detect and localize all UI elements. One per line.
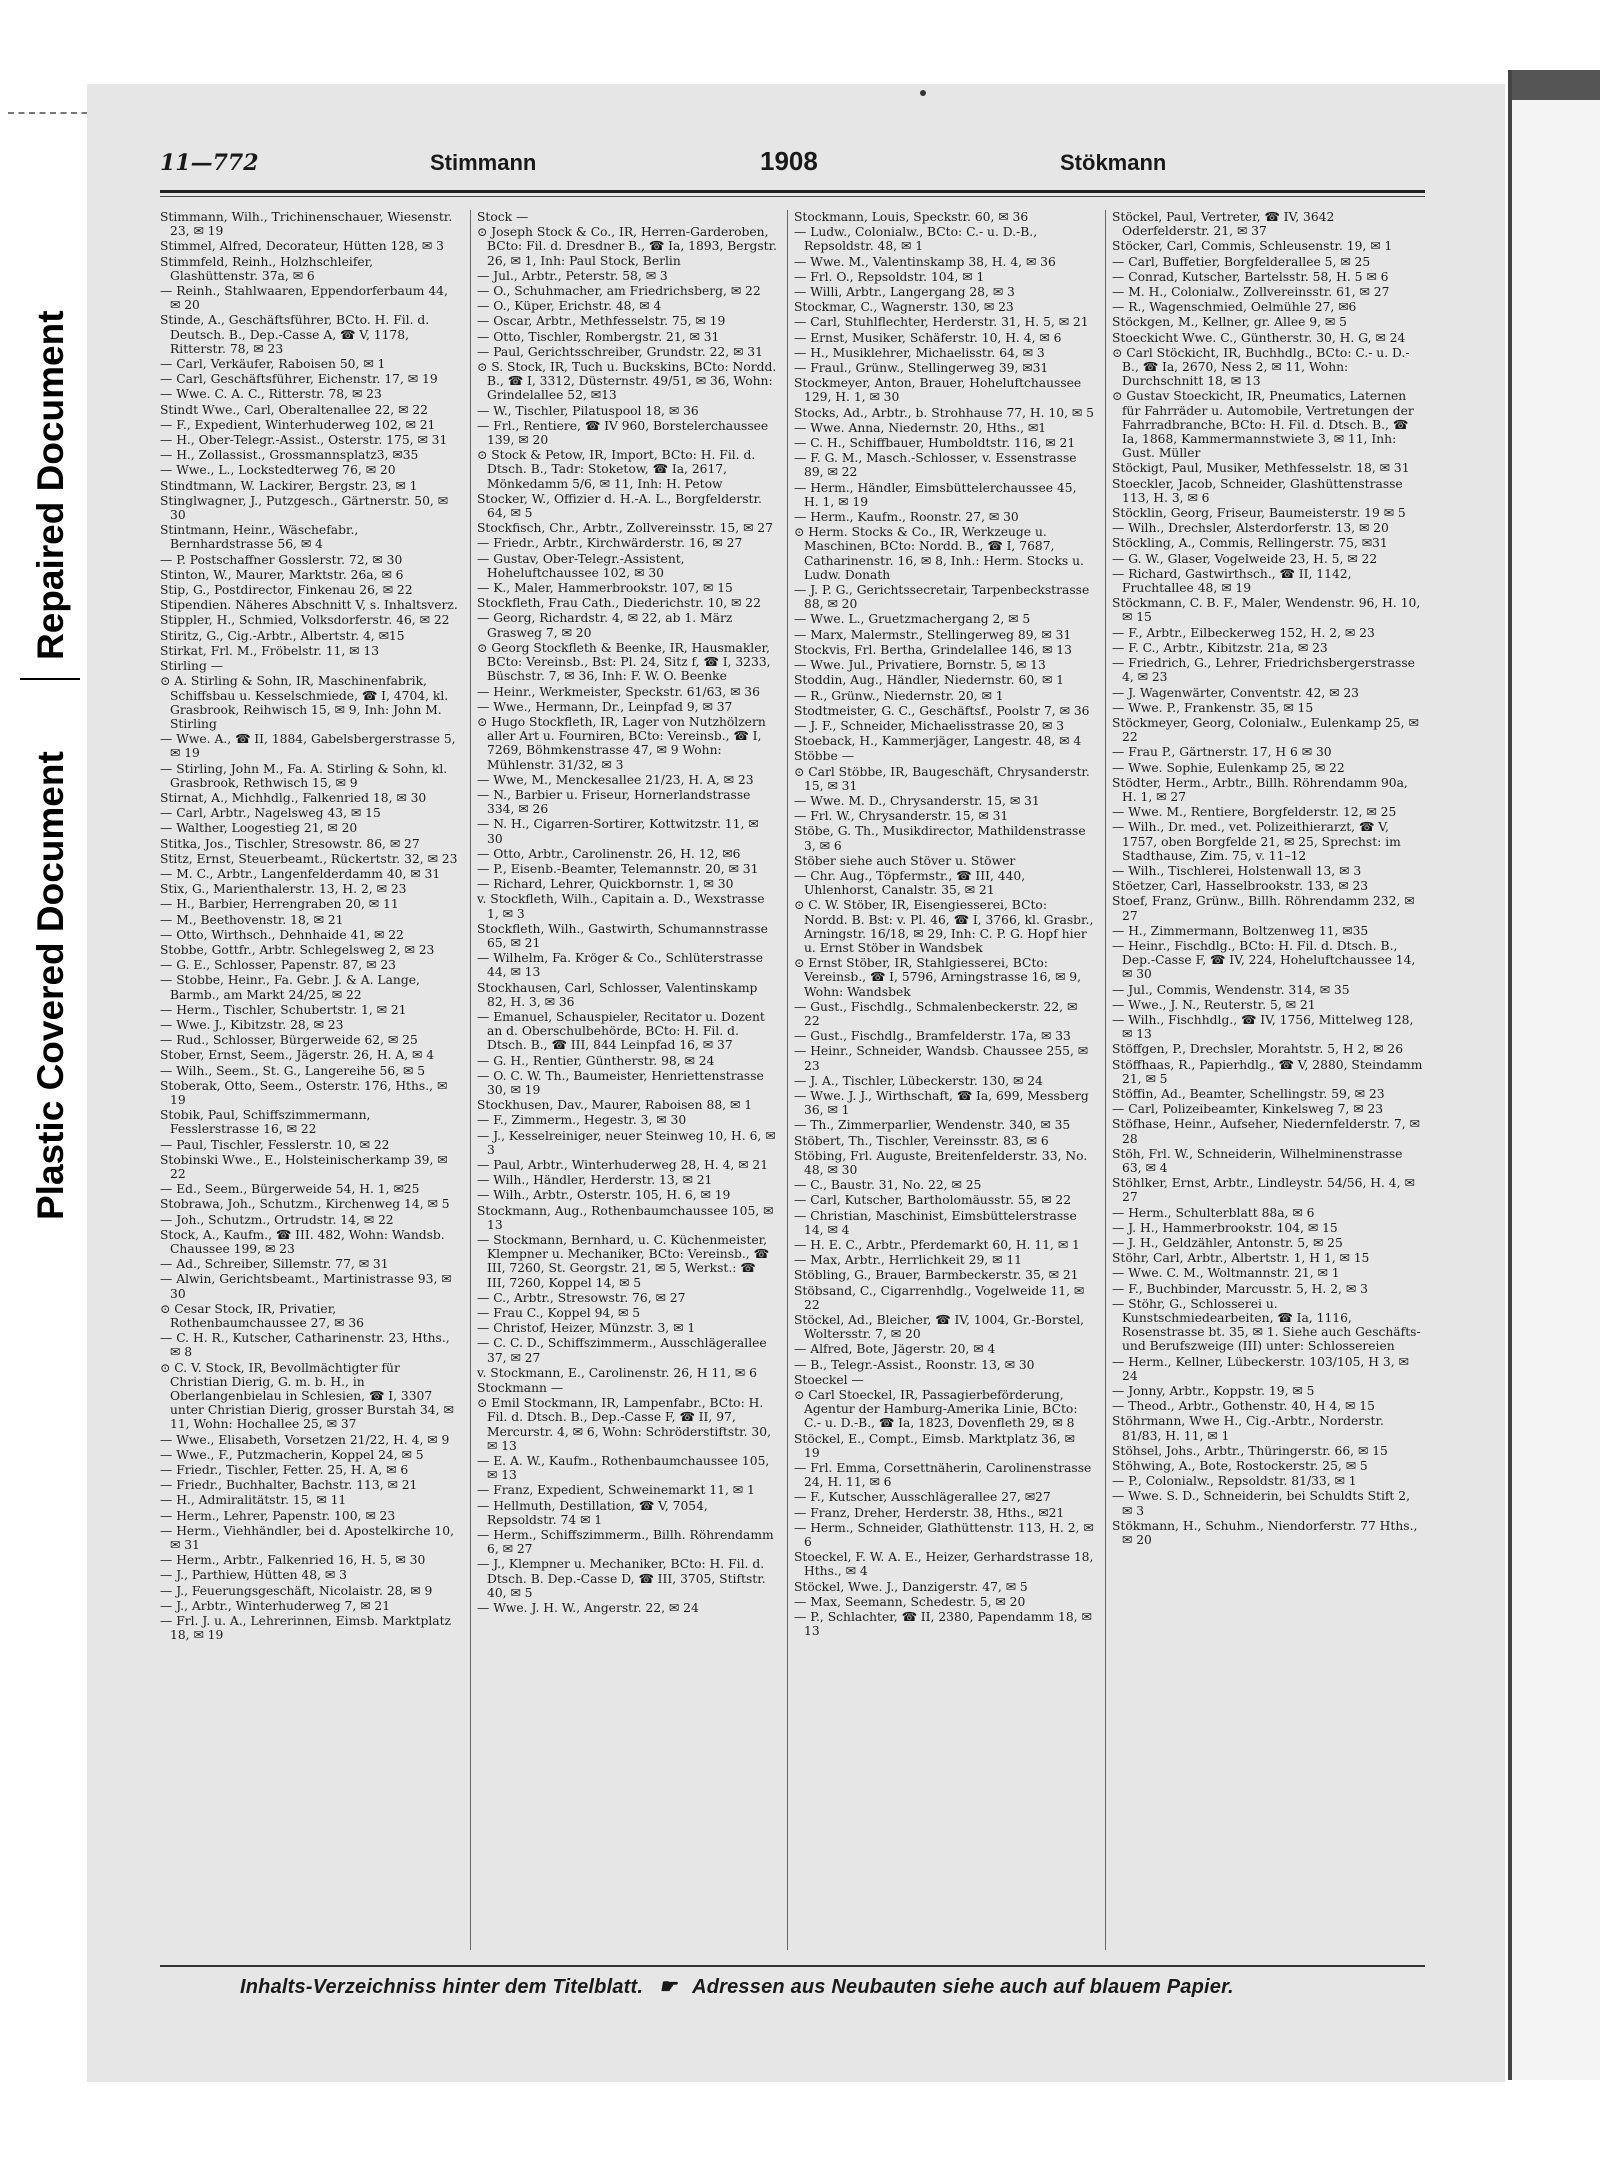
directory-entry: — P., Schlachter, ☎ II, 2380, Papendamm 18, ✉ 13: [794, 1610, 1092, 1639]
column-divider: [470, 210, 471, 1950]
directory-entry: ⊙ C. W. Stöber, IR, Eisengiesserei, BCto: Nordd. B. Bst: v. Pl. 46, ☎ I, 3766, kl. Grasbr., Arningstr. 16/18, ✉ 29, Inh: C. P. G. Hopf hier u. Ernst Stöber in Wandsbek: [794, 898, 1094, 955]
directory-entry: — Friedr., Arbtr., Kirchwärderstr. 16, ✉ 27: [477, 536, 743, 551]
directory-entry: — O., Küper, Erichstr. 48, ✉ 4: [477, 299, 662, 314]
directory-entry: Stobbe, Gottfr., Arbtr. Schlegelsweg 2, ✉ 23: [160, 942, 435, 957]
directory-entry: — Wwe. J. H. W., Angerstr. 22, ✉ 24: [477, 1601, 699, 1616]
directory-entry: Stöckel, Ad., Bleicher, ☎ IV, 1004, Gr.-Borstel, Woltersstr. 7, ✉ 20: [794, 1313, 1085, 1342]
directory-entry: Stöcklin, Georg, Friseur, Baumeisterstr. 19 ✉ 5: [1112, 506, 1406, 521]
directory-entry: v. Stockfleth, Wilh., Capitain a. D., Wexstrasse 1, ✉ 3: [477, 892, 765, 921]
directory-entry: ⊙ Hugo Stockfleth, IR, Lager von Nutzhölzern aller Art u. Fourniren, BCto: Vereinsb., ☎ I, 7269, Böhmkenstrasse 47, ✉ 9 Wohn: Mühlenstr. 31/32, ✉ 3: [477, 714, 766, 772]
directory-entry: — J., Kesselreiniger, neuer Steinweg 10, H. 6, ✉ 3: [477, 1128, 776, 1157]
directory-entry: — Stobbe, Heinr., Fa. Gebr. J. & A. Lange, Barmb., am Markt 24/25, ✉ 22: [160, 973, 420, 1002]
directory-entry: Stocker, W., Offizier d. H.-A. L., Borgfelderstr. 64, ✉ 5: [477, 491, 762, 521]
directory-entry: Stockmann, Louis, Speckstr. 60, ✉ 36: [794, 210, 1029, 224]
directory-entry: Stippler, H., Schmied, Volksdorferstr. 46, ✉ 22: [160, 613, 450, 628]
directory-entry: — Jonny, Arbtr., Koppstr. 19, ✉ 5: [1112, 1384, 1315, 1399]
directory-entry: — Heinr., Werkmeister, Speckstr. 61/63, ✉ 36: [477, 684, 760, 699]
directory-entry: — Friedr., Buchhalter, Bachstr. 113, ✉ 21: [160, 1478, 418, 1493]
directory-entry: — Otto, Wirthsch., Dehnhaide 41, ✉ 22: [160, 927, 404, 942]
directory-entry: Stöckgen, M., Kellner, gr. Allee 9, ✉ 5: [1112, 315, 1347, 330]
directory-entry: — G. W., Glaser, Vogelweide 23, H. 5, ✉ 22: [1112, 551, 1378, 566]
directory-entry: Stöffgen, P., Drechsler, Morahtstr. 5, H 2, ✉ 26: [1112, 1042, 1404, 1057]
directory-entry: — Wwe. M., Valentinskamp 38, H. 4, ✉ 36: [794, 254, 1056, 269]
directory-entry: — F., Arbtr., Eilbeckerweg 152, H. 2, ✉ 23: [1112, 625, 1375, 640]
directory-entry: Stöckling, A., Commis, Rellingerstr. 75, ✉31: [1112, 536, 1388, 551]
directory-entry: Stockmar, C., Wagnerstr. 130, ✉ 23: [794, 300, 1014, 315]
footer-left-text: Inhalts-Verzeichniss hinter dem Titelblatt.: [240, 1976, 644, 1998]
directory-entry: — F. G. M., Masch.-Schlosser, v. Essenstrasse 89, ✉ 22: [794, 451, 1077, 480]
directory-entry: — F. C., Arbtr., Kibitzstr. 21a, ✉ 23: [1112, 640, 1328, 655]
directory-entry: Stintmann, Heinr., Wäschefabr., Bernhardstrasse 56, ✉ 4: [160, 523, 359, 552]
directory-entry: Stockmann, Aug., Rothenbaumchaussee 105, ✉ 13: [477, 1203, 774, 1232]
directory-entry: — Wwe., L., Lockstedterweg 76, ✉ 20: [160, 463, 396, 478]
directory-entry: ⊙ Carl Stoeckel, IR, Passagierbeförderung, Agentur der Hamburg-Amerika Linie, BCto: C.- u. D.-B., ☎ Ia, 1823, Dovenfleth 29, ✉ 8: [794, 1388, 1078, 1431]
directory-entry: Stobik, Paul, Schiffszimmermann, Fesslerstrasse 16, ✉ 22: [160, 1108, 371, 1137]
directory-entry: — Wilh., Arbtr., Osterstr. 105, H. 6, ✉ 19: [477, 1188, 731, 1203]
directory-entry: — Paul, Arbtr., Winterhuderweg 28, H. 4, ✉ 21: [477, 1158, 769, 1172]
directory-entry: — Willi, Arbtr., Langergang 28, ✉ 3: [794, 285, 1015, 300]
directory-entry: — H., Admiralitätstr. 15, ✉ 11: [160, 1493, 347, 1508]
directory-entry: ⊙ Stock & Petow, IR, Import, BCto: H. Fil. d. Dtsch. B., Tadr: Stoketow, ☎ Ia, 2617, Mönkedamm 5/6, ✉ 11, Inh: H. Petow: [477, 448, 756, 491]
directory-entry: Stirnat, A., Michhdlg., Falkenried 18, ✉ 30: [160, 790, 427, 805]
directory-column-3: [794, 210, 1094, 1950]
directory-entry: — Frl. J. u. A., Lehrerinnen, Eimsb. Marktplatz 18, ✉ 19: [160, 1614, 452, 1643]
directory-entry: — Friedr., Tischler, Fetter. 25, H. A, ✉ 6: [160, 1463, 409, 1478]
directory-entry: — Jul., Commis, Wendenstr. 314, ✉ 35: [1112, 982, 1350, 997]
directory-entry: — Ed., Seem., Bürgerweide 54, H. 1, ✉25: [160, 1182, 420, 1197]
directory-entry: Stöhrmann, Wwe H., Cig.-Arbtr., Norderstr. 81/83, H. 11, ✉ 1: [1112, 1414, 1384, 1443]
scan-dash-marks: [8, 112, 98, 114]
directory-column-1: [160, 210, 460, 1950]
directory-entry: — Gust., Fischdlg., Bramfelderstr. 17a, ✉ 33: [794, 1029, 1071, 1044]
directory-entry: — M. H., Colonialw., Zollvereinsstr. 61, ✉ 27: [1112, 285, 1390, 300]
directory-entry: Stindt Wwe., Carl, Oberaltenallee 22, ✉ 22: [160, 402, 428, 417]
directory-entry: — Paul, Tischler, Fesslerstr. 10, ✉ 22: [160, 1137, 390, 1152]
directory-entry: — Christian, Maschinist, Eimsbüttelerstrasse 14, ✉ 4: [794, 1208, 1077, 1237]
plastic-covered-label: Plastic Covered Document: [30, 751, 71, 1220]
directory-entry: — P. Postschaffner Gosslerstr. 72, ✉ 30: [160, 552, 403, 567]
directory-entry: — Theod., Arbtr., Gothenstr. 40, H 4, ✉ 15: [1112, 1399, 1375, 1414]
directory-entry: Stinglwagner, J., Putzgesch., Gärtnerstr. 50, ✉ 30: [160, 493, 449, 523]
directory-entry: Stocks, Ad., Arbtr., b. Strohhause 77, H. 10, ✉ 5: [794, 405, 1094, 420]
directory-entry: Stoef, Franz, Grünw., Billh. Röhrendamm 232, ✉ 27: [1112, 894, 1415, 923]
directory-entry: Stöbe, G. Th., Musikdirector, Mathildenstrasse 3, ✉ 6: [794, 824, 1086, 853]
directory-entry: Stöbing, Frl. Auguste, Breitenfelderstr. 33, No. 48, ✉ 30: [794, 1148, 1088, 1177]
directory-entry: — Wilh., Drechsler, Alsterdorferstr. 13, ✉ 20: [1112, 521, 1389, 536]
directory-entry: ⊙ Cesar Stock, IR, Privatier, Rothenbaumchaussee 27, ✉ 36: [160, 1301, 364, 1331]
directory-entry: Stimmfeld, Reinh., Holzhschleifer, Glashüttenstr. 37a, ✉ 6: [160, 254, 374, 283]
directory-entry: — J., Klempner u. Mechaniker, BCto: H. Fil. d. Dtsch. B. Dep.-Casse D, ☎ III, 3705, Stiftstr. 40, ✉ 5: [477, 1557, 766, 1600]
directory-entry: — Georg, Richardstr. 4, ✉ 22, ab 1. März Grasweg 7, ✉ 20: [477, 611, 733, 640]
directory-entry: — O. C. W. Th., Baumeister, Henriettenstrasse 30, ✉ 19: [477, 1068, 764, 1097]
label-separator: [20, 678, 80, 680]
directory-entry: — Wwe. J., Kibitzstr. 28, ✉ 23: [160, 1017, 344, 1032]
directory-entry: Stoeckel, F. W. A. E., Heizer, Gerhardstrasse 18, Hths., ✉ 4: [794, 1550, 1094, 1579]
directory-entry: — Wwe. S. D., Schneiderin, bei Schuldts Stift 2, ✉ 3: [1112, 1489, 1411, 1518]
directory-entry: Stock —: [477, 210, 529, 224]
directory-entry: — Emanuel, Schauspieler, Recitator u. Dozent an d. Oberschulbehörde, BCto: H. Fil. d. Dtsch. B., ☎ III, 844 Leinpfad 16, ✉ 37: [477, 1009, 765, 1053]
directory-entry: Stobrawa, Joh., Schutzm., Kirchenweg 14, ✉ 5: [160, 1197, 450, 1212]
directory-entry: — Fraul., Grünw., Stellingerweg 39, ✉31: [794, 361, 1049, 376]
directory-entry: Stockhusen, Dav., Maurer, Raboisen 88, ✉ 1: [477, 1098, 753, 1113]
directory-entry: Stitz, Ernst, Steuerbeamt., Rückertstr. 32, ✉ 23: [160, 851, 458, 866]
directory-entry: Stockvis, Frl. Bertha, Grindelallee 146, ✉ 13: [794, 642, 1072, 657]
directory-entry: Stökmann, H., Schuhm., Niendorferstr. 77 Hths., ✉ 20: [1112, 1518, 1418, 1548]
header-left-word: Stimmann: [430, 150, 537, 175]
directory-column-2: [477, 210, 777, 1950]
directory-entry: — Wwe. A., ☎ II, 1884, Gabelsbergerstrasse 5, ✉ 19: [160, 732, 456, 761]
directory-entry: Stockmeyer, Anton, Brauer, Hoheluftchaussee 129, H. 1, ✉ 30: [794, 376, 1082, 405]
directory-entry: — F., Buchbinder, Marcusstr. 5, H. 2, ✉ 3: [1112, 1281, 1368, 1296]
directory-entry: ⊙ Carl Stöbbe, IR, Baugeschäft, Chrysanderstr. 15, ✉ 31: [794, 764, 1090, 793]
directory-entry: — Frau P., Gärtnerstr. 17, H 6 ✉ 30: [1112, 745, 1332, 760]
directory-entry: — Wwe. L., Gruetzmachergang 2, ✉ 5: [794, 612, 1031, 627]
directory-entry: — Hellmuth, Destillation, ☎ V, 7054, Repsoldstr. 74 ✉ 1: [477, 1498, 708, 1527]
directory-entry: ⊙ C. V. Stock, IR, Bevollmächtigter für Christian Dierig, G. m. b. H., in Oberlangenbielau in Schlesien, ☎ I, 3307 unter Christian Dierig, grosser Burstah 34, ✉ 11, Wohn: Hochallee 25, ✉ 37: [160, 1360, 454, 1432]
directory-entry: — Conrad, Kutscher, Bartelsstr. 58, H. 5 ✉ 6: [1112, 269, 1389, 284]
directory-entry: — C., Arbtr., Stresowstr. 76, ✉ 27: [477, 1290, 686, 1305]
directory-entry: Stöckigt, Paul, Musiker, Methfesselstr. 18, ✉ 31: [1112, 461, 1410, 476]
directory-entry: Stöber siehe auch Stöver u. Stöwer: [794, 853, 1016, 868]
directory-entry: — Frl., Rentiere, ☎ IV 960, Borstelerchaussee 139, ✉ 20: [477, 418, 769, 448]
directory-entry: — Wilh., Seem., St. G., Langereihe 56, ✉ 5: [160, 1063, 426, 1078]
directory-column-4: [1112, 210, 1424, 1950]
directory-entry: ⊙ Emil Stockmann, IR, Lampenfabr., BCto: H. Fil. d. Dtsch. B., Dep.-Casse F, ☎ II, 97, Mercurstr. 4, ✉ 6, Wohn: Schröderstiftstr. 30, ✉ 13: [477, 1396, 771, 1453]
directory-entry: — Herm., Schulterblatt 88a, ✉ 6: [1112, 1205, 1315, 1220]
header-right-word: Stökmann: [1060, 150, 1167, 175]
directory-entry: Stöhsel, Johs., Arbtr., Thüringerstr. 66, ✉ 15: [1112, 1443, 1388, 1458]
directory-entry: — Gust., Fischdlg., Schmalenbeckerstr. 22, ✉ 22: [794, 999, 1078, 1028]
directory-entry: — Herm., Tischler, Schubertstr. 1, ✉ 21: [160, 1002, 407, 1017]
directory-entry: — Herm., Viehhändler, bei d. Apostelkirche 10, ✉ 31: [160, 1523, 454, 1553]
pointing-hand-icon: ☛: [658, 1976, 678, 1998]
directory-entry: — Gustav, Ober-Telegr.-Assistent, Hoheluftchaussee 102, ✉ 30: [477, 551, 685, 580]
directory-entry: Stockhausen, Carl, Schlosser, Valentinskamp 82, H. 3, ✉ 36: [477, 980, 758, 1009]
directory-entry: — P., Colonialw., Repsoldstr. 81/33, ✉ 1: [1112, 1474, 1357, 1489]
column-divider: [787, 210, 788, 1950]
directory-entry: Stockfisch, Chr., Arbtr., Zollvereinsstr. 15, ✉ 27: [477, 521, 773, 536]
header-rule: [160, 190, 1425, 193]
directory-entry: — Herm., Kaufm., Roonstr. 27, ✉ 30: [794, 510, 1019, 525]
directory-entry: Stodtmeister, G. C., Geschäftsf., Poolstr 7, ✉ 36: [794, 703, 1090, 718]
directory-entry: — C. H., Schiffbauer, Humboldtstr. 116, ✉ 21: [794, 436, 1076, 451]
directory-entry: — Wilh., Dr. med., vet. Polizeithierarzt, ☎ V, 1757, oben Borgfelde 21, ✉ 25, Sprechst: im Stadthause, Zim. 75, v. 11–12: [1112, 820, 1401, 863]
directory-entry: — Herm., Lehrer, Papenstr. 100, ✉ 23: [160, 1508, 396, 1523]
directory-entry: — J. Wagenwärter, Conventstr. 42, ✉ 23: [1112, 685, 1360, 700]
directory-entry: ⊙ Carl Stöckicht, IR, Buchhdlg., BCto: C.- u. D.-B., ☎ Ia, 2670, Ness 2, ✉ 11, Wohn: Durchschnitt 18, ✉ 13: [1112, 345, 1410, 389]
directory-entry: Stöfhase, Heinr., Aufseher, Niedernfelderstr. 7, ✉ 28: [1112, 1117, 1420, 1146]
directory-entry: — J. H., Geldzähler, Antonstr. 5, ✉ 25: [1112, 1236, 1343, 1251]
scan-dot: [920, 90, 926, 96]
directory-entry: — F., Zimmerm., Hegestr. 3, ✉ 30: [477, 1113, 687, 1128]
directory-entry: Stimmel, Alfred, Decorateur, Hütten 128, ✉ 3: [160, 239, 444, 254]
directory-entry: — C., Baustr. 31, No. 22, ✉ 25: [794, 1178, 982, 1193]
directory-entry: — Jul., Arbtr., Peterstr. 58, ✉ 3: [477, 268, 668, 283]
directory-entry: — Richard, Gastwirthsch., ☎ II, 1142, Fruchtallee 48, ✉ 19: [1112, 566, 1352, 596]
directory-entry: — Alwin, Gerichtsbeamt., Martinistrasse 93, ✉ 30: [160, 1272, 452, 1301]
directory-entry: Stoeckicht Wwe. C., Güntherstr. 30, H. G, ✉ 24: [1112, 330, 1406, 345]
directory-entry: — Wwe. M. D., Chrysanderstr. 15, ✉ 31: [794, 793, 1040, 808]
directory-entry: — C. C. D., Schiffszimmerm., Ausschlägerallee 37, ✉ 27: [477, 1336, 767, 1365]
header-rule-thin: [160, 196, 1425, 197]
directory-entry: Stix, G., Marienthalerstr. 13, H. 2, ✉ 23: [160, 882, 407, 897]
directory-entry: — Carl, Geschäftsführer, Eichenstr. 17, ✉ 19: [160, 372, 438, 387]
directory-entry: Stindtmann, W. Lackirer, Bergstr. 23, ✉ 1: [160, 478, 418, 493]
directory-entry: ⊙ Herm. Stocks & Co., IR, Werkzeuge u. Maschinen, BCto: Nordd. B., ☎ I, 7687, Catharinenstr. 16, ✉ 8, Inh.: Herm. Stocks u. Ludw. Donath: [794, 525, 1084, 582]
directory-entry: — R., Wagenschmied, Oelmühle 27, ✉6: [1112, 300, 1357, 315]
directory-entry: Stoeckler, Jacob, Schneider, Glashüttenstrasse 113, H. 3, ✉ 6: [1112, 476, 1403, 505]
directory-entry: — Ernst, Musiker, Schäferstr. 10, H. 4, ✉ 6: [794, 330, 1062, 345]
directory-entry: Stirkat, Frl. M., Fröbelstr. 11, ✉ 13: [160, 643, 380, 658]
directory-entry: — H., Barbier, Herrengraben 20, ✉ 11: [160, 897, 399, 912]
directory-entry: — J. A., Tischler, Lübeckerstr. 130, ✉ 24: [794, 1073, 1043, 1088]
directory-entry: — Franz, Dreher, Herderstr. 38, Hths., ✉21: [794, 1505, 1065, 1520]
directory-entry: — G. E., Schlosser, Papenstr. 87, ✉ 23: [160, 958, 396, 973]
footer-right-text: Adressen aus Neubauten siehe auch auf blauem Papier.: [692, 1976, 1234, 1998]
directory-entry: — Wwe. J. J., Wirthschaft, ☎ Ia, 699, Messberg 36, ✉ 1: [794, 1088, 1089, 1118]
directory-entry: — Otto, Tischler, Rombergstr. 21, ✉ 31: [477, 329, 720, 344]
directory-entry: — N. H., Cigarren-Sortirer, Kottwitzstr. 11, ✉ 30: [477, 817, 759, 846]
directory-entry: Stockfleth, Frau Cath., Diederichstr. 10, ✉ 22: [477, 596, 761, 611]
directory-entry: — Paul, Gerichtsschreiber, Grundstr. 22, ✉ 31: [477, 344, 763, 359]
directory-entry: Stiritz, G., Cig.-Arbtr., Albertstr. 4, ✉15: [160, 628, 405, 643]
directory-entry: Stimmann, Wilh., Trichinenschauer, Wiesenstr. 23, ✉ 19: [160, 210, 453, 239]
directory-entry: — Wwe. Anna, Niedernstr. 20, Hths., ✉1: [794, 420, 1047, 435]
directory-entry: — Heinr., Fischdlg., BCto: H. Fil. d. Dtsch. B., Dep.-Casse F, ☎ IV, 224, Hoheluftchaussee 14, ✉ 30: [1112, 938, 1416, 982]
directory-entry: — Alfred, Bote, Jägerstr. 20, ✉ 4: [794, 1342, 996, 1357]
directory-entry: — F., Kutscher, Ausschlägerallee 27, ✉27: [794, 1490, 1051, 1505]
directory-entry: — Stockmann, Bernhard, u. C. Küchenmeister, Klempner u. Mechaniker, BCto: Vereinsb., ☎ III, 7260, St. Georgstr. 21, ✉ 5, Werkst.: ☎ III, 7260, Koppel 14, ✉ 5: [477, 1233, 769, 1290]
directory-entry: — Oscar, Arbtr., Methfesselstr. 75, ✉ 19: [477, 314, 726, 329]
directory-entry: — Richard, Lehrer, Quickbornstr. 1, ✉ 30: [477, 877, 734, 892]
directory-entry: v. Stockmann, E., Carolinenstr. 26, H 11, ✉ 6: [477, 1365, 757, 1380]
directory-entry: — E. A. W., Kaufm., Rothenbaumchaussee 105, ✉ 13: [477, 1454, 770, 1483]
directory-entry: — K., Maler, Hammerbrookstr. 107, ✉ 15: [477, 581, 733, 596]
directory-entry: Stobinski Wwe., E., Holsteinischerkamp 39, ✉ 22: [160, 1152, 448, 1181]
directory-entry: — Herm., Händler, Eimsbüttelerchaussee 45, H. 1, ✉ 19: [794, 480, 1077, 509]
directory-entry: — Wwe. C. A. C., Ritterstr. 78, ✉ 23: [160, 387, 382, 402]
directory-entry: Stöetzer, Carl, Hasselbrookstr. 133, ✉ 23: [1112, 879, 1369, 894]
directory-entry: — Stirling, John M., Fa. A. Stirling & Sohn, kl. Grasbrook, Rethwisch 15, ✉ 9: [160, 761, 448, 790]
directory-entry: — Wwe., F., Putzmacherin, Koppel 24, ✉ 5: [160, 1447, 424, 1462]
directory-entry: Stinde, A., Geschäftsführer, BCto. H. Fil. d. Deutsch. B., Dep.-Casse A, ☎ V, 1178, Ritterstr. 78, ✉ 23: [160, 313, 430, 356]
directory-entry: — R., Grünw., Niedernstr. 20, ✉ 1: [794, 688, 1004, 703]
directory-entry: — M., Beethovenstr. 18, ✉ 21: [160, 912, 344, 927]
directory-entry: — H., Musiklehrer, Michaelisstr. 64, ✉ 3: [794, 345, 1045, 360]
directory-entry: — Max, Seemann, Schedestr. 5, ✉ 20: [794, 1594, 1026, 1609]
directory-entry: Stöffin, Ad., Beamter, Schellingstr. 59, ✉ 23: [1112, 1086, 1385, 1101]
directory-entry: — G. H., Rentier, Güntherstr. 98, ✉ 24: [477, 1053, 715, 1068]
directory-entry: — Marx, Malermstr., Stellingerweg 89, ✉ 31: [794, 627, 1072, 642]
directory-entry: — C. H. R., Kutscher, Catharinenstr. 23, Hths., ✉ 8: [160, 1331, 450, 1360]
directory-entry: — J., Feuerungsgeschäft, Nicolaistr. 28, ✉ 9: [160, 1583, 433, 1598]
directory-entry: — N., Barbier u. Friseur, Hornerlandstrasse 334, ✉ 26: [477, 787, 751, 817]
directory-entry: — B., Telegr.-Assist., Roonstr. 13, ✉ 30: [794, 1357, 1035, 1372]
directory-entry: Stoeckel —: [794, 1372, 864, 1387]
directory-entry: — H. E. C., Arbtr., Pferdemarkt 60, H. 11, ✉ 1: [794, 1238, 1080, 1253]
directory-entry: — Christof, Heizer, Münzstr. 3, ✉ 1: [477, 1321, 696, 1336]
directory-entry: Stirling —: [160, 659, 224, 674]
directory-entry: — Herm., Arbtr., Falkenried 16, H. 5, ✉ 30: [160, 1553, 426, 1568]
directory-entry: — Frl. W., Chrysanderstr. 15, ✉ 31: [794, 809, 1009, 824]
page-footer: [240, 1974, 1234, 1999]
directory-entry: — Carl, Polizeibeamter, Kinkelsweg 7, ✉ 23: [1112, 1102, 1384, 1117]
directory-entry: — H., Ober-Telegr.-Assist., Osterstr. 175, ✉ 31: [160, 433, 448, 448]
directory-entry: Stöbsand, C., Cigarrenhdlg., Vogelweide 11, ✉ 22: [794, 1283, 1085, 1312]
directory-entry: — P., Eisenb.-Beamter, Telemannstr. 20, ✉ 31: [477, 861, 759, 876]
directory-entry: — Wilhelm, Fa. Kröger & Co., Schlüterstrasse 44, ✉ 13: [477, 951, 764, 980]
page-number: 11—772: [160, 150, 259, 176]
directory-entry: ⊙ Joseph Stock & Co., IR, Herren-Garderoben, BCto: Fil. d. Dresdner B., ☎ Ia, 1893, Bergstr. 26, ✉ 1, Inh: Paul Stock, Berlin: [477, 225, 777, 268]
directory-entry: — Wwe., Hermann, Dr., Leinpfad 9, ✉ 37: [477, 699, 733, 714]
directory-entry: — Wilh., Tischlerei, Holstenwall 13, ✉ 3: [1112, 863, 1362, 878]
directory-entry: Stoberak, Otto, Seem., Osterstr. 176, Hths., ✉ 19: [160, 1078, 448, 1107]
directory-entry: — Herm., Schneider, Glathüttenstr. 113, H. 2, ✉ 6: [794, 1520, 1094, 1550]
directory-entry: — Wwe. Sophie, Eulenkamp 25, ✉ 22: [1112, 760, 1345, 775]
directory-entry: — Wwe. Jul., Privatiere, Bornstr. 5, ✉ 13: [794, 658, 1046, 673]
directory-entry: Stöckel, E., Compt., Eimsb. Marktplatz 36, ✉ 19: [794, 1431, 1075, 1460]
directory-entry: Stock, A., Kaufm., ☎ III. 482, Wohn: Wandsb. Chaussee 199, ✉ 23: [160, 1227, 445, 1257]
directory-entry: ⊙ S. Stock, IR, Tuch u. Buckskins, BCto: Nordd. B., ☎ I, 3312, Düsternstr. 49/51, ✉ 36, Wohn: Grindelallee 52, ✉13: [477, 360, 777, 403]
directory-entry: — Carl, Stuhlflechter, Herderstr. 31, H. 5, ✉ 21: [794, 315, 1089, 330]
directory-entry: — Chr. Aug., Töpfermstr., ☎ III, 440, Uhlenhorst, Canalstr. 35, ✉ 21: [794, 868, 1026, 898]
directory-entry: Stöhr, Carl, Arbtr., Albertstr. 1, H 1, ✉ 15: [1112, 1251, 1370, 1266]
repaired-document-label: Repaired Document: [30, 310, 71, 660]
directory-entry: Stöckmeyer, Georg, Colonialw., Eulenkamp 25, ✉ 22: [1112, 715, 1419, 745]
directory-entry: — Wwe, M., Menckesallee 21/23, H. A, ✉ 23: [477, 772, 754, 787]
directory-entry: Stip, G., Postdirector, Finkenau 26, ✉ 22: [160, 583, 413, 598]
directory-entry: Stöbbe —: [794, 749, 854, 764]
directory-entry: Stöhwing, A., Bote, Rostockerstr. 25, ✉ 5: [1112, 1459, 1368, 1474]
directory-entry: — Wwe. M., Rentiere, Borgfelderstr. 12, ✉ 25: [1112, 805, 1397, 820]
directory-entry: — Ludw., Colonialw., BCto: C.- u. D.-B., Repsoldstr. 48, ✉ 1: [794, 225, 1038, 254]
directory-entry: Stitka, Jos., Tischler, Stresowstr. 86, ✉ 27: [160, 836, 420, 851]
directory-entry: Stöffhaas, R., Papierhdlg., ☎ V, 2880, Steindamm 21, ✉ 5: [1112, 1057, 1423, 1086]
directory-entry: Stoeback, H., Kammerjäger, Langestr. 48, ✉ 4: [794, 734, 1082, 749]
directory-entry: — W., Tischler, Pilatuspool 18, ✉ 36: [477, 403, 699, 418]
directory-entry: — Carl, Kutscher, Bartholomäusstr. 55, ✉ 22: [794, 1193, 1072, 1208]
directory-entry: — H., Zollassist., Grossmannsplatz3, ✉35: [160, 448, 419, 463]
directory-entry: — Carl, Arbtr., Nagelsweg 43, ✉ 15: [160, 806, 381, 821]
directory-entry: — J., Parthiew, Hütten 48, ✉ 3: [160, 1568, 347, 1583]
directory-entry: — Wwe., Elisabeth, Vorsetzen 21/22, H. 4, ✉ 9: [160, 1432, 450, 1447]
directory-entry: — J. H., Hammerbrookstr. 104, ✉ 15: [1112, 1220, 1338, 1235]
directory-entry: Stöhlker, Ernst, Arbtr., Lindleystr. 54/56, H. 4, ✉ 27: [1112, 1176, 1415, 1205]
directory-entry: — Wwe. P., Frankenstr. 35, ✉ 15: [1112, 700, 1314, 715]
directory-entry: Stoddin, Aug., Händler, Niedernstr. 60, ✉ 1: [794, 673, 1064, 688]
page-header: [160, 146, 1425, 184]
directory-entry: Stöckel, Paul, Vertreter, ☎ IV, 3642 Oderfelderstr. 21, ✉ 37: [1112, 210, 1335, 239]
directory-entry: Stinton, W., Maurer, Marktstr. 26a, ✉ 6: [160, 567, 404, 582]
directory-entry: ⊙ A. Stirling & Sohn, IR, Maschinenfabrik, Schiffsbau u. Kesselschmiede, ☎ I, 4704, kl. Grasbrook, Reihwisch 15, ✉ 9, Inh: John M. Stirling: [160, 674, 449, 731]
directory-entry: — Frl. O., Repsoldstr. 104, ✉ 1: [794, 269, 985, 284]
directory-entry: Stober, Ernst, Seem., Jägerstr. 26, H. A, ✉ 4: [160, 1048, 435, 1063]
footer-rule: [160, 1965, 1425, 1967]
directory-entry: — Ad., Schreiber, Sillemstr. 77, ✉ 31: [160, 1257, 389, 1272]
directory-entry: — Th., Zimmerparlier, Wendenstr. 340, ✉ 35: [794, 1118, 1071, 1133]
directory-entry: — Wilh., Fischhdlg., ☎ IV, 1756, Mittelweg 128, ✉ 13: [1112, 1012, 1414, 1042]
header-year: 1908: [760, 146, 818, 176]
directory-entry: ⊙ Ernst Stöber, IR, Stahlgiesserei, BCto: Vereinsb., ☎ I, 5796, Arningstrasse 16, ✉ 9, Wohn: Wandsbek: [794, 956, 1082, 999]
directory-entry: — Stöhr, G., Schlosserei u. Kunstschmiedearbeiten, ☎ Ia, 1116, Rosenstrasse bt. 35, ✉ 1. Siehe auch Geschäfts- und Berufszweige (III) unter: Schlossereien: [1112, 1296, 1421, 1354]
directory-entry: ⊙ Gustav Stoeckicht, IR, Pneumatics, Laternen für Fahrräder u. Automobile, Vertretungen der Fahrradbranche, BCto: H. Fil. d. Dtsch. B., ☎ Ia, 1868, Kammermannstwiete 3, ✉ 11, Inh: Gust. Müller: [1112, 389, 1414, 461]
directory-entry: Stöcker, Carl, Commis, Schleusenstr. 19, ✉ 1: [1112, 239, 1393, 254]
directory-entry: — Heinr., Schneider, Wandsb. Chaussee 255, ✉ 23: [794, 1044, 1089, 1073]
directory-entry: — Walther, Loogestieg 21, ✉ 20: [160, 821, 358, 836]
directory-entry: Stipendien. Näheres Abschnitt V, s. Inhaltsverz.: [160, 598, 458, 613]
directory-entry: — Friedrich, G., Lehrer, Friedrichsbergerstrasse 4, ✉ 23: [1112, 656, 1415, 685]
directory-entry: — Reinh., Stahlwaaren, Eppendorferbaum 44, ✉ 20: [160, 284, 448, 313]
directory-entry: — Wwe. C. M., Woltmannstr. 21, ✉ 1: [1112, 1266, 1340, 1281]
directory-entry: — J. F., Schneider, Michaelisstrasse 20, ✉ 3: [794, 718, 1065, 733]
directory-entry: — Franz, Expedient, Schweinemarkt 11, ✉ 1: [477, 1483, 755, 1498]
directory-entry: Stöckmann, C. B. F., Maler, Wendenstr. 96, H. 10, ✉ 15: [1112, 596, 1421, 625]
directory-entry: ⊙ Georg Stockfleth & Beenke, IR, Hausmakler, BCto: Vereinsb., Bst: Pl. 24, Sitz f, ☎ I, 3233, Büschstr. 7, ✉ 36, Inh: F. W. O. Beenke: [477, 640, 771, 684]
directory-entry: — Joh., Schutzm., Ortrudstr. 14, ✉ 22: [160, 1212, 394, 1227]
directory-entry: — Herm., Schiffszimmerm., Billh. Röhrendamm 6, ✉ 27: [477, 1528, 774, 1557]
directory-entry: — Wilh., Händler, Herderstr. 13, ✉ 21: [477, 1173, 713, 1188]
directory-entry: — Herm., Kellner, Lübeckerstr. 103/105, H 3, ✉ 24: [1112, 1354, 1409, 1383]
directory-entry: — Wwe., J. N., Reuterstr. 5, ✉ 21: [1112, 997, 1316, 1012]
directory-entry: Stödter, Herm., Arbtr., Billh. Röhrendamm 90a, H. 1, ✉ 27: [1112, 775, 1408, 804]
directory-entry: — H., Zimmermann, Boltzenweg 11, ✉35: [1112, 923, 1369, 938]
directory-entry: — Rud., Schlosser, Bürgerweide 62, ✉ 25: [160, 1033, 418, 1048]
directory-entry: Stöbert, Th., Tischler, Vereinsstr. 83, ✉ 6: [794, 1133, 1049, 1148]
directory-entry: — Frl. Emma, Corsettnäherin, Carolinenstrasse 24, H. 11, ✉ 6: [794, 1461, 1092, 1490]
directory-entry: Stöh, Frl. W., Schneiderin, Wilhelminenstrasse 63, ✉ 4: [1112, 1146, 1403, 1175]
directory-entry: Stöckel, Wwe. J., Danzigerstr. 47, ✉ 5: [794, 1579, 1028, 1594]
directory-entry: Stockmann —: [477, 1381, 564, 1396]
next-page-edge: [1508, 70, 1600, 2080]
directory-entry: — J. P. G., Gerichtssecretair, Tarpenbeckstrasse 88, ✉ 20: [794, 583, 1090, 612]
directory-entry: — Carl, Verkäufer, Raboisen 50, ✉ 1: [160, 357, 386, 372]
column-divider: [1105, 210, 1106, 1950]
directory-entry: — M. C., Arbtr., Langenfelderdamm 40, ✉ 31: [160, 866, 441, 881]
directory-entry: — Otto, Arbtr., Carolinenstr. 26, H. 12, ✉6: [477, 846, 741, 861]
directory-entry: — F., Expedient, Winterhuderweg 102, ✉ 21: [160, 417, 436, 432]
page-edge-band: [1512, 70, 1600, 100]
directory-entry: Stockfleth, Wilh., Gastwirth, Schumannstrasse 65, ✉ 21: [477, 921, 768, 950]
directory-entry: — Max, Arbtr., Herrlichkeit 29, ✉ 11: [794, 1253, 1022, 1268]
directory-entry: — O., Schuhmacher, am Friedrichsberg, ✉ 22: [477, 284, 761, 299]
directory-entry: Stöbling, G., Brauer, Barmbeckerstr. 35, ✉ 21: [794, 1268, 1079, 1283]
directory-entry: — J., Arbtr., Winterhuderweg 7, ✉ 21: [160, 1598, 391, 1613]
directory-entry: — Carl, Buffetier, Borgfelderallee 5, ✉ 25: [1112, 254, 1371, 269]
directory-entry: — Frau C., Koppel 94, ✉ 5: [477, 1306, 641, 1321]
